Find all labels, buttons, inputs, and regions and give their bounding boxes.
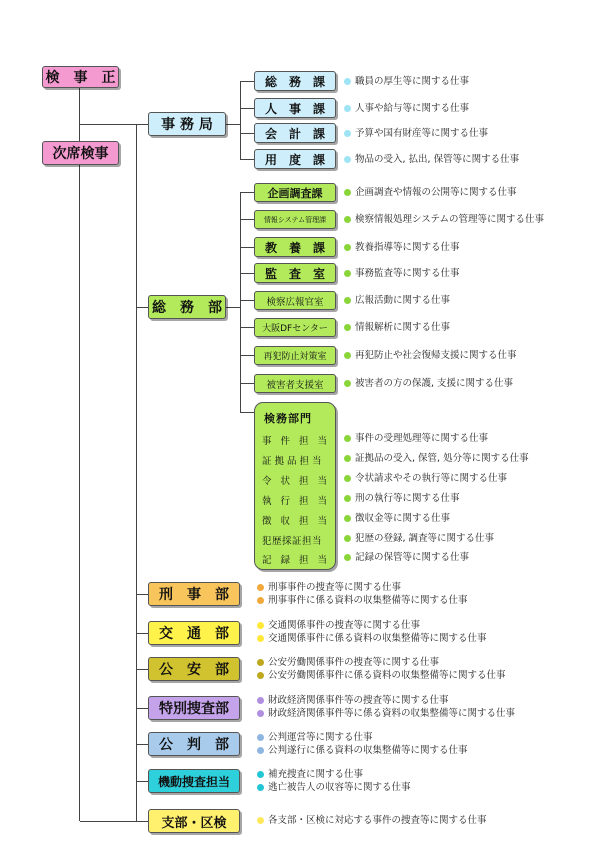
jinjika-box: 人 事 課 [254, 98, 336, 118]
kyoyo-box: 教 養 課 [254, 237, 336, 257]
koan-desc-1: 公安労働関係事件の捜査等に関する仕事 [257, 657, 439, 668]
df-desc: 情報解析に関する仕事 [344, 322, 450, 333]
connector-shibu [80, 821, 148, 822]
kenmu-unit-reijo: 令 状 担 当 [262, 476, 331, 487]
jimukyoku-box: 事 務 局 [148, 112, 226, 136]
koho-box: 検察広報官室 [254, 291, 336, 310]
kaikeika-connector [240, 133, 254, 134]
bullet-icon [344, 435, 351, 442]
connector-koan [136, 669, 148, 670]
somuka-desc: 職員の厚生等に関する仕事 [344, 76, 469, 87]
kiroku-desc: 記録の保管等に関する仕事 [344, 552, 469, 563]
tokuso-desc-1: 財政経済関係事件等の捜査等に関する仕事 [257, 695, 449, 706]
tokuso-desc-2: 財政経済関係事件等に係る資料の収集整備等に関する仕事 [257, 708, 515, 719]
bullet-icon [344, 554, 351, 561]
tokuso-box: 特別捜査部 [148, 696, 240, 720]
jiken-desc: 事件の受理処理等に関する仕事 [344, 433, 488, 444]
bullet-icon [344, 475, 351, 482]
kenmu-connector [240, 412, 254, 413]
somuka-connector [240, 81, 254, 82]
shibu-box: 支部・区検 [148, 809, 240, 833]
bullet-icon [257, 622, 264, 629]
bullet-icon [344, 495, 351, 502]
yodoka-connector [240, 159, 254, 160]
yodoka-box: 用 度 課 [254, 149, 336, 169]
jimukyoku-link [226, 124, 240, 125]
keiji-desc-1: 刑事事件の捜査等に関する仕事 [257, 582, 401, 593]
bullet-icon [257, 734, 264, 741]
connector-jimukyoku [80, 124, 148, 125]
bullet-icon [344, 297, 351, 304]
somubu-link [226, 307, 240, 308]
bullet-icon [257, 710, 264, 717]
bullet-icon [344, 156, 351, 163]
kenmu-unit-hanreki: 犯歴採証担当 [262, 536, 323, 547]
kotsu-desc-1: 交通関係事件の捜査等に関する仕事 [257, 620, 420, 631]
bullet-icon [344, 380, 351, 387]
df-box: 大阪DFセンター [254, 318, 336, 337]
koho-desc: 広報活動に関する仕事 [344, 295, 450, 306]
connector-somubu [136, 307, 148, 308]
johosys-desc: 検察情報処理システムの管理等に関する仕事 [344, 214, 544, 225]
somubu-box: 総 務 部 [148, 295, 226, 319]
bullet-icon [257, 817, 264, 824]
bullet-icon [344, 352, 351, 359]
bullet-icon [257, 697, 264, 704]
higai-desc: 被害者の方の保護, 支援に関する仕事 [344, 378, 513, 389]
higai-connector [240, 383, 254, 384]
koan-desc-2: 公安労働関係事件に係る資料の収集整備等に関する仕事 [257, 670, 506, 681]
bullet-icon [344, 515, 351, 522]
kohan-desc-1: 公判運営等に関する仕事 [257, 732, 373, 743]
connector-keiji [136, 594, 148, 595]
bullet-icon [257, 584, 264, 591]
kotsu-desc-2: 交通関係事件に係る資料の収集整備等に関する仕事 [257, 633, 487, 644]
bullet-icon [344, 244, 351, 251]
yodoka-desc: 物品の受入, 払出, 保管等に関する仕事 [344, 154, 519, 165]
dept-branch-line [136, 124, 137, 821]
reijo-desc: 令状請求やその執行等に関する仕事 [344, 473, 507, 484]
keiji-box: 刑 事 部 [148, 582, 240, 606]
kaikeika-desc: 予算や国有財産等に関する仕事 [344, 128, 488, 139]
bullet-icon [257, 659, 264, 666]
bullet-icon [344, 216, 351, 223]
bullet-icon [257, 771, 264, 778]
kansa-desc: 事務監査等に関する仕事 [344, 268, 460, 279]
bullet-icon [344, 130, 351, 137]
bullet-icon [344, 270, 351, 277]
bullet-icon [344, 535, 351, 542]
kido-desc-2: 逃亡被告人の収容等に関する仕事 [257, 782, 411, 793]
somuka-box: 総 務 課 [254, 71, 336, 91]
connector-kotsu [136, 633, 148, 634]
bullet-icon [257, 747, 264, 754]
koan-box: 公 安 部 [148, 657, 240, 681]
df-connector [240, 327, 254, 328]
bullet-icon [257, 784, 264, 791]
higai-box: 被害者支援室 [254, 374, 336, 393]
jinjika-connector [240, 108, 254, 109]
kenmu-unit-shokohin: 証拠品担当 [262, 456, 325, 467]
bullet-icon [344, 105, 351, 112]
kansa-connector [240, 273, 254, 274]
connector-kohan [136, 744, 148, 745]
kohan-box: 公 判 部 [148, 732, 240, 756]
shibu-desc-1: 各支部・区検に対応する事件の捜査等に関する仕事 [257, 815, 487, 826]
shokohin-desc: 証拠品の受入, 保管, 処分等に関する仕事 [344, 453, 529, 464]
bullet-icon [257, 597, 264, 604]
kikaku-box: 企画調査課 [254, 183, 336, 202]
hanreki-desc: 犯歴の登録, 調査等に関する仕事 [344, 533, 494, 544]
choshu-desc: 徴収金等に関する仕事 [344, 513, 450, 524]
kenmu-unit-jiken: 事 件 担 当 [262, 436, 331, 447]
kohan-desc-2: 公判遂行に係る資料の収集整備等に関する仕事 [257, 745, 468, 756]
saihan-desc: 再犯防止や社会復帰支援に関する仕事 [344, 350, 517, 361]
jiseki-box: 次席検事 [42, 141, 119, 165]
kikaku-desc: 企画調査や情報の公開等に関する仕事 [344, 187, 517, 198]
saihan-box: 再犯防止対策室 [254, 346, 336, 365]
bullet-icon [344, 455, 351, 462]
kyoyo-connector [240, 247, 254, 248]
bullet-icon [344, 189, 351, 196]
bullet-icon [344, 78, 351, 85]
jimukyoku-vline [240, 81, 241, 159]
kikaku-connector [240, 192, 254, 193]
johosys-box: 情報システム管理課 [254, 210, 336, 229]
connector-tokuso [136, 708, 148, 709]
kotsu-box: 交 通 部 [148, 621, 240, 645]
kaikeika-box: 会 計 課 [254, 123, 336, 143]
kenmu-unit-choshu: 徴 収 担 当 [262, 516, 331, 527]
kido-desc-1: 補充捜査に関する仕事 [257, 769, 363, 780]
kenmu-title: 検務部門 [264, 412, 312, 425]
bullet-icon [257, 672, 264, 679]
bullet-icon [257, 635, 264, 642]
jinjika-desc: 人事や給与等に関する仕事 [344, 103, 469, 114]
johosys-connector [240, 219, 254, 220]
keiji-desc-2: 刑事事件に係る資料の収集整備等に関する仕事 [257, 595, 468, 606]
somubu-vline [240, 192, 241, 412]
kenmu-unit-shikko: 執 行 担 当 [262, 496, 331, 507]
kansa-box: 監 査 室 [254, 263, 336, 283]
bullet-icon [344, 324, 351, 331]
connector-kido [136, 781, 148, 782]
kenmu-unit-kiroku: 記 録 担 当 [262, 555, 331, 566]
shikko-desc: 刑の執行等に関する仕事 [344, 493, 460, 504]
koho-connector [240, 300, 254, 301]
trunk-line [79, 88, 80, 821]
saihan-connector [240, 355, 254, 356]
kyoyo-desc: 教養指導等に関する仕事 [344, 242, 460, 253]
kenjisei-box: 検 事 正 [42, 66, 119, 88]
kido-box: 機動捜査担当 [148, 769, 240, 793]
